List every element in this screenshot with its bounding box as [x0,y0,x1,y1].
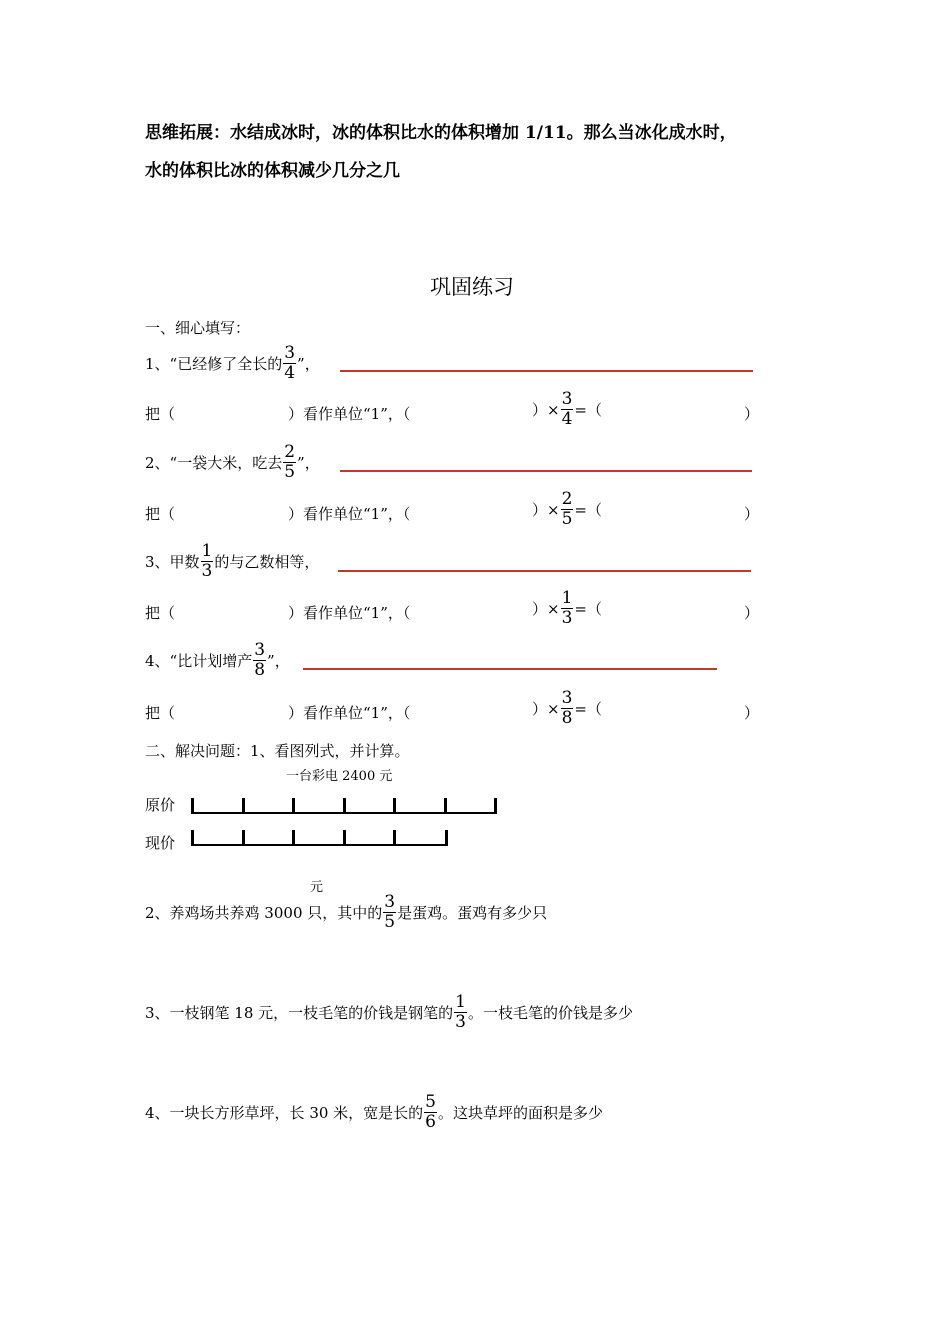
diagram-bottom-label: 元 [310,880,324,895]
see-label-1: ）看作单位“1”，（ [288,405,411,423]
fill-item-4-suffix: ”， [267,651,290,670]
ba-label-2: 把（ [145,505,176,523]
question-4-suffix: 。这块草坪的面积是多少 [438,1103,604,1122]
fraction-3-4: $\frac{3}{4}$ [284,343,296,383]
current-price-bar [191,830,447,846]
fraction-2-5-b: $\frac{2}{5}$ [561,489,573,529]
question-3-suffix: 。一枝毛笔的价钱是多少 [468,1003,634,1022]
close-paren-1: ） [744,405,760,423]
see-label-4: ）看作单位“1”，（ [288,704,411,722]
fraction-1-3: $\frac{1}{3}$ [201,541,213,581]
bar-tick [494,798,497,814]
fill-item-4-prefix: 4、“比计划增产 [145,651,253,670]
diagram-top-label: 一台彩电 2400 元 [286,769,393,784]
question-3-prefix: 3、一枝钢笔 18 元，一枝毛笔的价钱是钢笔的 [145,1003,454,1022]
bar-tick [242,830,245,846]
row-2-label: 现价 [145,834,176,852]
answer-line-4[interactable] [303,668,717,670]
bar-tick [393,798,396,814]
question-4 [145,1093,603,1132]
ba-label-3: 把（ [145,604,176,622]
close-paren-2: ） [744,505,760,523]
fill-item-2-prefix: 2、“一袋大米，吃去 [145,453,283,472]
fill-item-2-suffix: ”， [297,453,320,472]
fill-item-3-suffix: 的与乙数相等， [214,552,320,571]
fraction-3-8: $\frac{3}{8}$ [254,640,266,680]
fill-item-3-prefix: 3、甲数 [145,552,200,571]
close-paren-4: ） [744,704,760,722]
answer-line-1[interactable] [340,370,753,372]
fraction-3-8-b: $\frac{3}{8}$ [561,688,573,728]
bar-tick [191,798,194,814]
original-price-bar [191,798,496,814]
close-paren-3: ） [744,604,760,622]
intro-line-2: 水的体积比冰的体积减少几分之几 [145,161,400,181]
section-1-heading: 一、细心填写： [145,319,251,337]
answer-line-2[interactable] [340,470,752,472]
intro-line-1: 思维拓展：水结成冰时，冰的体积比水的体积增加 1/11。那么当冰化成水时， [145,123,737,143]
question-2-suffix: 是蛋鸡。蛋鸡有多少只 [397,903,548,922]
bar-tick [292,798,295,814]
fill-item-1 [145,344,320,383]
fill-item-2 [145,443,320,482]
fraction-3-5: $\frac{3}{5}$ [384,892,396,932]
question-3 [145,993,633,1032]
question-2 [145,893,547,932]
bar-tick [343,830,346,846]
question-4-prefix: 4、一块长方形草坪，长 30 米，宽是长的 [145,1103,424,1122]
fill-item-1-prefix: 1、“已经修了全长的 [145,354,283,373]
times-group-4: ）× $\frac{3}{8}$ =（ [532,688,602,728]
bar-tick [444,798,447,814]
fill-item-4 [145,641,290,680]
fill-item-1-suffix: ”， [297,354,320,373]
times-group-1: ）× $\frac{3}{4}$ =（ [532,389,602,429]
times-group-3: ）× $\frac{1}{3}$ =（ [532,588,602,628]
ba-label-4: 把（ [145,704,176,722]
bar-tick [242,798,245,814]
fill-item-3 [145,542,319,581]
ba-label-1: 把（ [145,405,176,423]
bar-tick [445,830,448,846]
row-1-label: 原价 [145,796,176,814]
fraction-3-4-b: $\frac{3}{4}$ [561,389,573,429]
fraction-2-5: $\frac{2}{5}$ [284,442,296,482]
bar-tick [343,798,346,814]
question-2-prefix: 2、养鸡场共养鸡 3000 只，其中的 [145,903,383,922]
fraction-5-6: $\frac{5}{6}$ [425,1092,436,1132]
page-title: 巩固练习 [430,275,514,299]
bar-tick [191,830,194,846]
bar-tick [393,830,396,846]
fraction-1-3-q: $\frac{1}{3}$ [455,992,466,1032]
section-2-heading: 二、解决问题：1、看图列式，并计算。 [145,742,410,760]
times-group-2: ）× $\frac{2}{5}$ =（ [532,489,602,529]
see-label-3: ）看作单位“1”，（ [288,604,411,622]
answer-line-3[interactable] [338,570,751,572]
fraction-1-3-b: $\frac{1}{3}$ [561,588,573,628]
see-label-2: ）看作单位“1”，（ [288,505,411,523]
bar-tick [292,830,295,846]
